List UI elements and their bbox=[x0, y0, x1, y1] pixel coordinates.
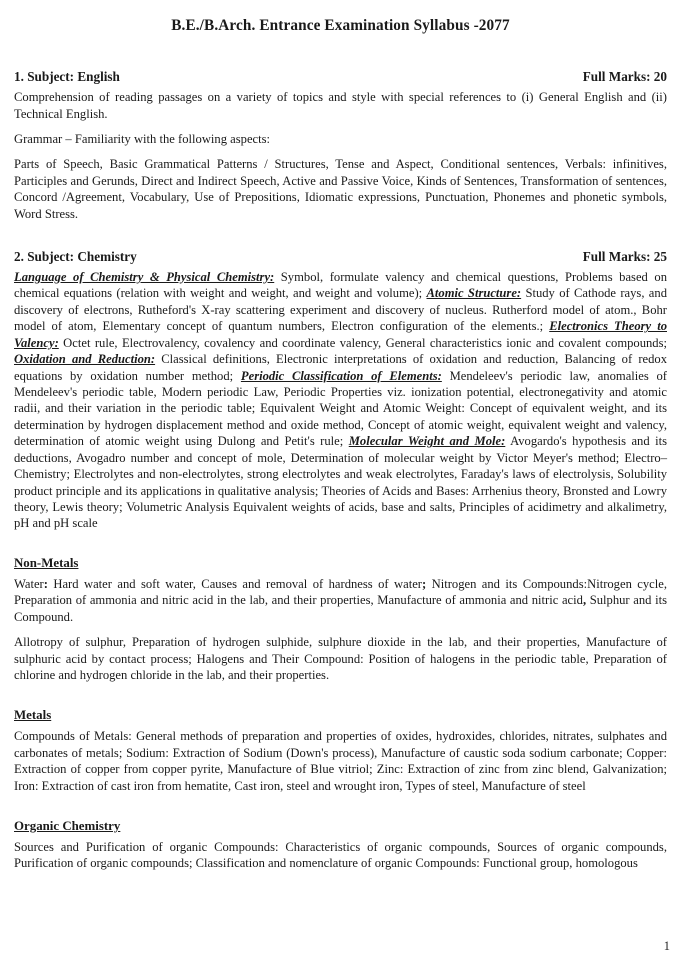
chemistry-text-5: Mendeleev's periodic law, anomalies of Mendeleev's periodic table, Modern periodic Law, Periodic Properties viz. ionization potential, electronegativity and atomic radii, and their variation in the periodic table; Equivalent Weight and Atomic Weight: Concept of equivalent weight, and its determination by hydrogen displacement method and oxide method, Concept of atomic weight, equivalent weight and valency, determination of atomic weight using Dulong and Petit's rule; bbox=[14, 368, 668, 449]
text-run-6: Sulphur and its Compound. bbox=[14, 593, 667, 624]
english-paragraph-2: Grammar – Familiarity with the following aspects: bbox=[14, 131, 271, 146]
text-run-0: Water bbox=[14, 576, 44, 591]
text-run-3: ; bbox=[421, 576, 427, 591]
subsection-title-non-metals: Non-Metals bbox=[14, 555, 79, 570]
inline-heading-molecular-weight-and-mole: Molecular Weight and Mole: bbox=[348, 434, 506, 449]
text-run-0: Allotropy of sulphur, Preparation of hydrogen sulphide, sulphure dioxide in the lab, and their properties, Manufacture of sulphuric acid by contact process; Halogens and Their Compound: Position of halogens in the periodic table, Preparation of chlorine and hydrogen chloride in the lab, and their properties. bbox=[14, 635, 667, 682]
text-run-1: : bbox=[43, 576, 48, 591]
subsection-header-metals bbox=[14, 695, 667, 724]
text-run-2: Hard water and soft water, Causes and removal of hardness of water bbox=[47, 576, 422, 591]
inline-heading-oxidation-and-reduction: Oxidation and Reduction: bbox=[14, 352, 156, 367]
text-run-0: Compounds of Metals: General methods of preparation and properties of oxides, hydroxides, chlorides, nitrates, sulphates and carbonates of metals; Sodium: Extraction of Sodium (Down's process), Manufacture of caustic soda sodium carbonate; Copper: Extraction of copper from copper pyrite, Manufacture of Blue vitriol; Zinc: Extraction of zinc from zinc blend, Galvanization; Iron: Extraction of cast iron from hematite, Cast iron, steel and wrought iron, Types of steel, Manufacture of steel bbox=[14, 729, 667, 793]
page-number: 1 bbox=[663, 939, 670, 953]
subsection-header-organic-chemistry bbox=[14, 806, 667, 835]
text-run-4: Nitrogen and its Compounds:Nitrogen cycle, Preparation of ammonia and nitric acid in the lab, and their properties, Manufacture of ammonia and nitric acid bbox=[14, 576, 668, 608]
inline-heading-atomic-structure: Atomic Structure: bbox=[426, 286, 522, 301]
subsection-title-organic-chemistry: Organic Chemistry bbox=[14, 819, 121, 834]
organic-chemistry-paragraph-1 bbox=[14, 839, 667, 872]
english-paragraph-1: Comprehension of reading passages on a variety of topics and style with special references to (i) General English and (ii) Technical English. bbox=[14, 90, 667, 121]
metals-paragraph-1 bbox=[14, 728, 667, 794]
section-marks-english: Full Marks: 20 bbox=[582, 69, 667, 85]
subsection-header-non-metals bbox=[14, 543, 667, 572]
english-paragraph-3: Parts of Speech, Basic Grammatical Patterns / Structures, Tense and Aspect, Conditional sentences, Verbals: infinitives, Participles and Gerunds, Direct and Indirect Speech, Active and Passive Voice, Kinds of Sentences, Transformation of sentences, Concord /Agreement, Vocabulary, Use of Prepositions, Idiomatic expressions, Punctuation, Phonemes and phonetic symbols, Word Stress. bbox=[14, 157, 667, 221]
section-header-chemistry bbox=[14, 249, 667, 265]
page-title: B.E./B.Arch. Entrance Examination Syllabus -2077 bbox=[171, 17, 510, 34]
section-marks-chemistry: Full Marks: 25 bbox=[582, 249, 667, 265]
chemistry-text-1: Symbol, formulate valency and chemical questions, Problems based on chemical equations (relation with weight and weight, and weight and volume); bbox=[14, 270, 667, 301]
inline-heading-periodic-classification: Periodic Classification of Elements: bbox=[240, 368, 442, 383]
chemistry-text-3: Octet rule, Electrovalency, covalency and coordinate valency, General characteristics ionic and covalent compounds; bbox=[58, 335, 667, 350]
section-title-english: 1. Subject: English bbox=[14, 69, 120, 85]
text-run-0: Sources and Purification of organic Compounds: Characteristics of organic compounds, Sources of organic compounds, Purification of organic compounds; Classification and nomenclature of organic Compounds: Functional group, homologous bbox=[14, 840, 667, 871]
inline-heading-language-of-chemistry: Language of Chemistry & Physical Chemistry: bbox=[14, 270, 275, 285]
non-metals-paragraph-1 bbox=[14, 576, 667, 625]
subsection-title-metals: Metals bbox=[14, 708, 52, 723]
non-metals-paragraph-2 bbox=[14, 634, 667, 683]
chemistry-text-4: Classical definitions, Electronic interpretations of oxidation and reduction, Balancing of redox equations by oxidation number method; bbox=[14, 352, 667, 383]
chemistry-text-6: Avogardo's hypothesis and its deductions, Avogadro number and concept of mole, Determination of molecular weight by Victor Meyer's method; Electro–Chemistry; Electrolytes and non-electrolytes, strong electrolytes and weak electrolytes, Faraday's laws of electrolysis, Solubility product principle and its applications in qualitative analysis; Theories of Acids and Bases: Arrhenius theory, Bronsted and Lowry theory, Lewis theory; Volumetric Analysis Equivalent weights of acids, base and salts, Principles of acidimetry and alkalimetry, pH and pH scale bbox=[14, 434, 667, 531]
section-header-english bbox=[14, 69, 667, 85]
inline-heading-electronics-theory-to-valency: Electronics Theory to Valency: bbox=[14, 319, 667, 350]
section-title-chemistry: 2. Subject: Chemistry bbox=[14, 249, 137, 265]
chemistry-main-paragraph bbox=[14, 269, 667, 532]
chemistry-text-2: Study of Cathode rays, and discovery of electrons, Rutheford's X-ray scattering experiment and discovery of nucleus. Rutherford model of atom., Bohr model of atom, Elementary concept of quantum numbers, Electron configuration of the elements.; bbox=[14, 286, 667, 334]
text-run-5: , bbox=[582, 593, 587, 608]
